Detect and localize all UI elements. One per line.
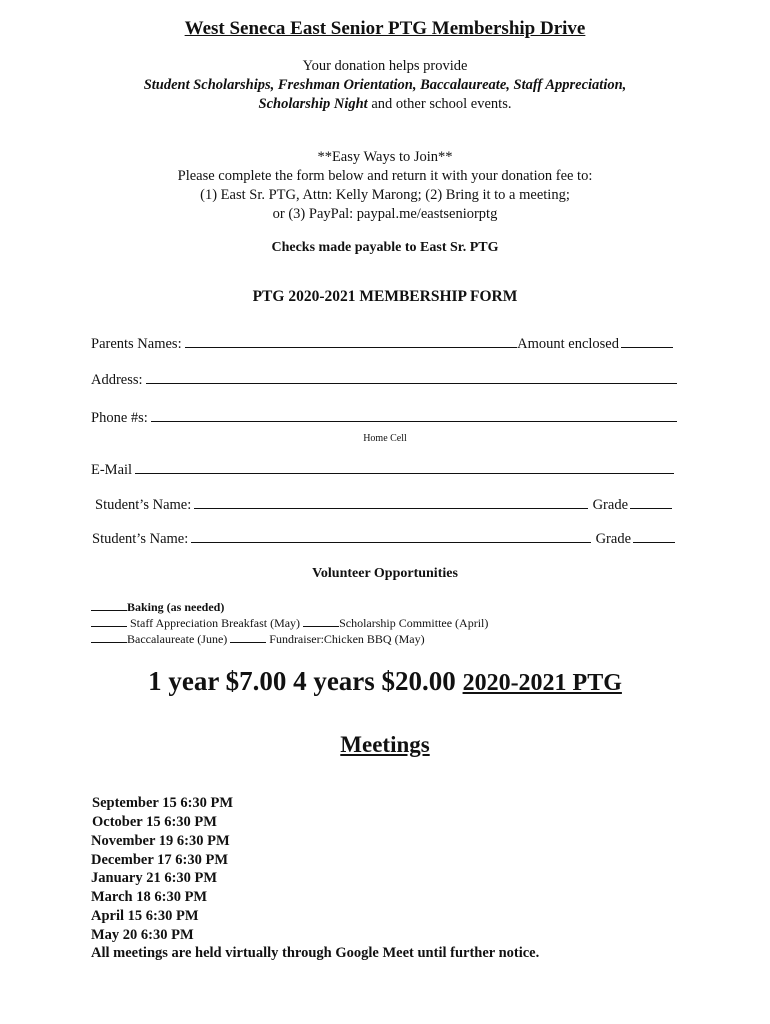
join-line-3: or (3) PayPal: paypal.me/eastseniorptg (272, 206, 498, 222)
meeting-item: November 19 6:30 PM (91, 833, 230, 849)
volunteer-heading: Volunteer Opportunities (312, 566, 458, 581)
volunteer-line-2 (91, 616, 488, 631)
document-title: West Seneca East Senior PTG Membership Drive (184, 18, 586, 39)
meetings-notice: All meetings are held virtually through Google Meet until further notice. (91, 945, 540, 961)
grade-1-label: Grade (592, 497, 628, 513)
meetings-heading: Meetings (340, 732, 430, 757)
intro-line-3 (0, 96, 770, 113)
bacc-label: Baccalaureate (June) (127, 632, 231, 646)
volunteer-line-3 (91, 632, 425, 647)
meeting-item: December 17 6:30 PM (91, 852, 229, 868)
pricing-year: 2020-2021 PTG (462, 670, 622, 696)
student-2-row (92, 531, 675, 548)
baking-label: Baking (as needed) (127, 600, 225, 614)
meeting-item: March 18 6:30 PM (91, 889, 208, 905)
student-1-field[interactable] (194, 507, 587, 509)
meeting-item: April 15 6:30 PM (91, 908, 199, 924)
join-line-2: (1) East Sr. PTG, Attn: Kelly Marong; (2) Bring it to a meeting; (200, 187, 570, 203)
meeting-item: September 15 6:30 PM (92, 795, 234, 811)
phone-field[interactable] (151, 420, 677, 422)
student-1-row (95, 497, 672, 514)
scholarship-blank[interactable] (303, 625, 339, 627)
parents-field[interactable] (185, 346, 518, 348)
amount-field[interactable] (621, 346, 673, 348)
fundraiser-blank[interactable] (230, 641, 266, 643)
grade-2-field[interactable] (633, 541, 675, 543)
email-label: E-Mail (91, 462, 133, 478)
grade-2-label: Grade (595, 531, 631, 547)
meeting-item: May 20 6:30 PM (91, 927, 194, 943)
intro-line-3-bold: Scholarship Night (258, 96, 368, 112)
form-title: PTG 2020-2021 MEMBERSHIP FORM (252, 288, 518, 305)
checks-note: Checks made payable to East Sr. PTG (271, 240, 499, 255)
intro-line-3-rest: and other school events. (367, 96, 512, 112)
baking-blank[interactable] (91, 609, 127, 611)
join-heading: **Easy Ways to Join** (317, 149, 453, 165)
parents-label: Parents Names: (91, 336, 182, 352)
phone-label: Phone #s: (91, 410, 148, 426)
parents-row (91, 336, 673, 353)
address-row (91, 372, 677, 389)
grade-1-field[interactable] (630, 507, 672, 509)
staff-blank[interactable] (91, 625, 127, 627)
student-2-label: Student’s Name: (92, 531, 189, 547)
fundraiser-label: Fundraiser:Chicken BBQ (May) (266, 632, 425, 646)
pricing-text: 1 year $7.00 4 years $20.00 (148, 666, 463, 696)
student-2-field[interactable] (191, 541, 590, 543)
phone-subtext: Home Cell (363, 433, 407, 444)
email-field[interactable] (135, 472, 674, 474)
email-row (91, 462, 674, 479)
meeting-item: January 21 6:30 PM (91, 870, 218, 886)
join-line-1: Please complete the form below and return it with your donation fee to: (177, 168, 593, 184)
amount-label: Amount enclosed (517, 336, 619, 352)
intro-line-1: Your donation helps provide (302, 58, 468, 74)
address-field[interactable] (146, 382, 677, 384)
address-label: Address: (91, 372, 143, 388)
volunteer-line-1 (91, 600, 224, 615)
intro-line-2: Student Scholarships, Freshman Orientation, Baccalaureate, Staff Appreciation, (143, 77, 627, 93)
bacc-blank[interactable] (91, 641, 127, 643)
staff-label: Staff Appreciation Breakfast (May) (127, 616, 304, 630)
pricing (0, 666, 770, 697)
student-1-label: Student’s Name: (95, 497, 192, 513)
scholarship-label: Scholarship Committee (April) (339, 616, 489, 630)
meeting-item: October 15 6:30 PM (92, 814, 217, 830)
phone-row (91, 410, 677, 427)
